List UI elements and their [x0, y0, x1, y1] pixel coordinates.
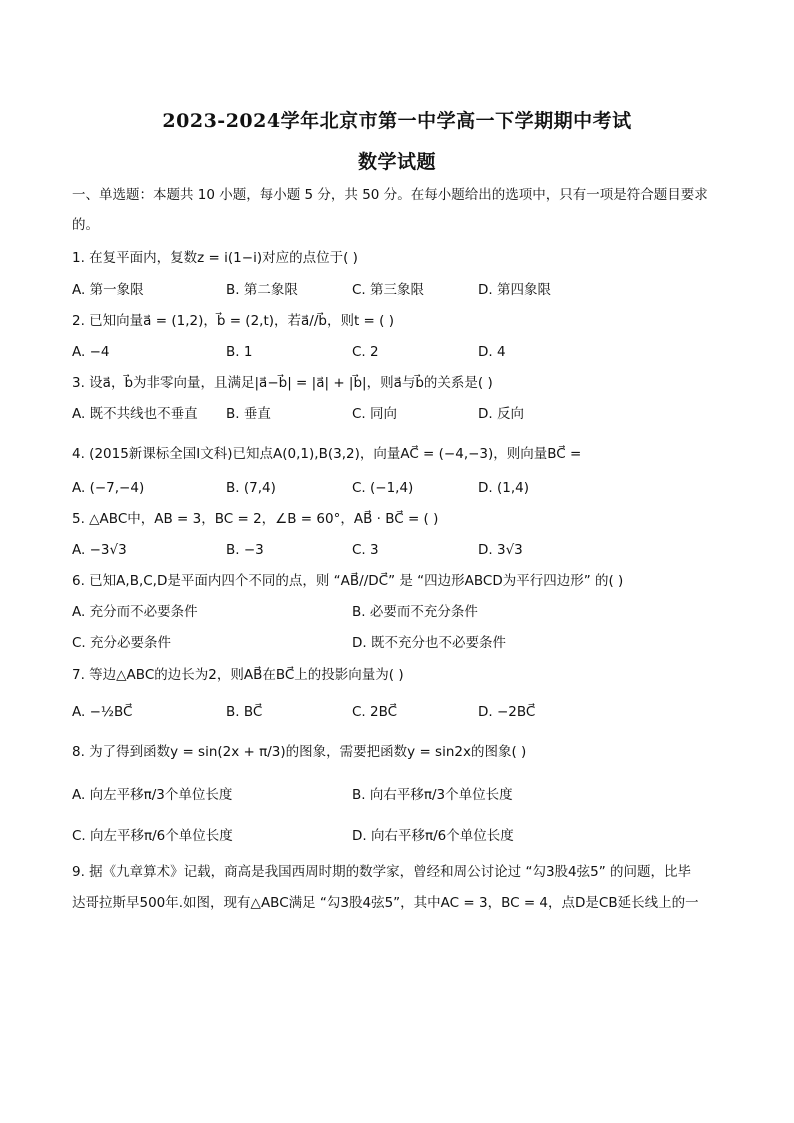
question-3-option-b: B. 垂直 — [226, 406, 271, 422]
question-6-stem: 6. 已知A,B,C,D是平面内四个不同的点，则 “AB⃗//DC⃗” 是 “四边形ABCD为平行四边形” 的( ) — [72, 573, 624, 589]
question-7-option-a: A. −½BC⃗ — [72, 704, 133, 720]
question-6-option-c: C. 充分必要条件 — [72, 635, 172, 651]
question-2-stem: 2. 已知向量a⃗ = (1,2)，b⃗ = (2,t)，若a⃗//b⃗，则t = ( ) — [72, 313, 394, 329]
question-6-option-d: D. 既不充分也不必要条件 — [352, 635, 506, 651]
question-1-option-b: B. 第二象限 — [226, 282, 298, 298]
question-6-option-b: B. 必要而不充分条件 — [352, 604, 478, 620]
question-8-option-a: A. 向左平移π/3个单位长度 — [72, 787, 233, 803]
question-5-option-b: B. −3 — [226, 542, 264, 558]
question-3-stem: 3. 设a⃗，b⃗为非零向量，且满足|a⃗−b⃗| = |a⃗| + |b⃗|，则a⃗与b⃗的关系是( ) — [72, 375, 493, 391]
question-6-option-a: A. 充分而不必要条件 — [72, 604, 198, 620]
question-5-option-c: C. 3 — [352, 542, 379, 558]
question-3-option-a: A. 既不共线也不垂直 — [72, 406, 198, 422]
question-4-option-c: C. (−1,4) — [352, 480, 414, 496]
question-1-stem: 1. 在复平面内，复数z = i(1−i)对应的点位于( ) — [72, 250, 358, 266]
question-7-option-c: C. 2BC⃗ — [352, 704, 398, 720]
question-8-option-b: B. 向右平移π/3个单位长度 — [352, 787, 513, 803]
question-7-option-b: B. BC⃗ — [226, 704, 263, 720]
question-4-option-d: D. (1,4) — [478, 480, 529, 496]
question-4-option-a: A. (−7,−4) — [72, 480, 145, 496]
question-4-stem: 4. (2015新课标全国Ⅰ文科)已知点A(0,1),B(3,2)，向量AC⃗ = (−4,−3)，则向量BC⃗ = — [72, 446, 582, 462]
question-8-option-d: D. 向右平移π/6个单位长度 — [352, 828, 514, 844]
question-2-option-c: C. 2 — [352, 344, 379, 360]
question-3-option-c: C. 同向 — [352, 406, 398, 422]
question-9-stem-cont: 达哥拉斯早500年.如图，现有△ABC满足 “勾3股4弦5”，其中AC = 3，BC = 4，点D是CB延长线上的一 — [72, 895, 699, 911]
question-3-option-d: D. 反向 — [478, 406, 524, 422]
question-8-option-c: C. 向左平移π/6个单位长度 — [72, 828, 233, 844]
question-5-stem: 5. △ABC中，AB = 3，BC = 2，∠B = 60°，AB⃗ · BC⃗ = ( ) — [72, 511, 439, 527]
question-1-option-a: A. 第一象限 — [72, 282, 144, 298]
question-8-stem: 8. 为了得到函数y = sin(2x + π/3)的图象，需要把函数y = sin2x的图象( ) — [72, 744, 527, 760]
question-5-option-a: A. −3√3 — [72, 542, 127, 558]
section-instruction-cont: 的。 — [72, 217, 99, 233]
question-7-stem: 7. 等边△ABC的边长为2，则AB⃗在BC⃗上的投影向量为( ) — [72, 667, 404, 683]
question-2-option-d: D. 4 — [478, 344, 506, 360]
question-2-option-b: B. 1 — [226, 344, 253, 360]
section-instruction: 一、单选题：本题共 10 小题，每小题 5 分，共 50 分。在每小题给出的选项中，只有一项是符合题目要求 — [72, 187, 708, 203]
question-1-option-c: C. 第三象限 — [352, 282, 425, 298]
question-5-option-d: D. 3√3 — [478, 542, 523, 558]
question-1-option-d: D. 第四象限 — [478, 282, 551, 298]
question-7-option-d: D. −2BC⃗ — [478, 704, 536, 720]
question-9-stem: 9. 据《九章算术》记载，商高是我国西周时期的数学家，曾经和周公讨论过 “勾3股4弦5” 的问题，比毕 — [72, 864, 692, 880]
exam-subtitle: 数学试题 — [357, 151, 436, 173]
question-4-option-b: B. (7,4) — [226, 480, 276, 496]
exam-title: 2023-2024学年北京市第一中学高一下学期期中考试 — [162, 110, 632, 132]
question-2-option-a: A. −4 — [72, 344, 110, 360]
